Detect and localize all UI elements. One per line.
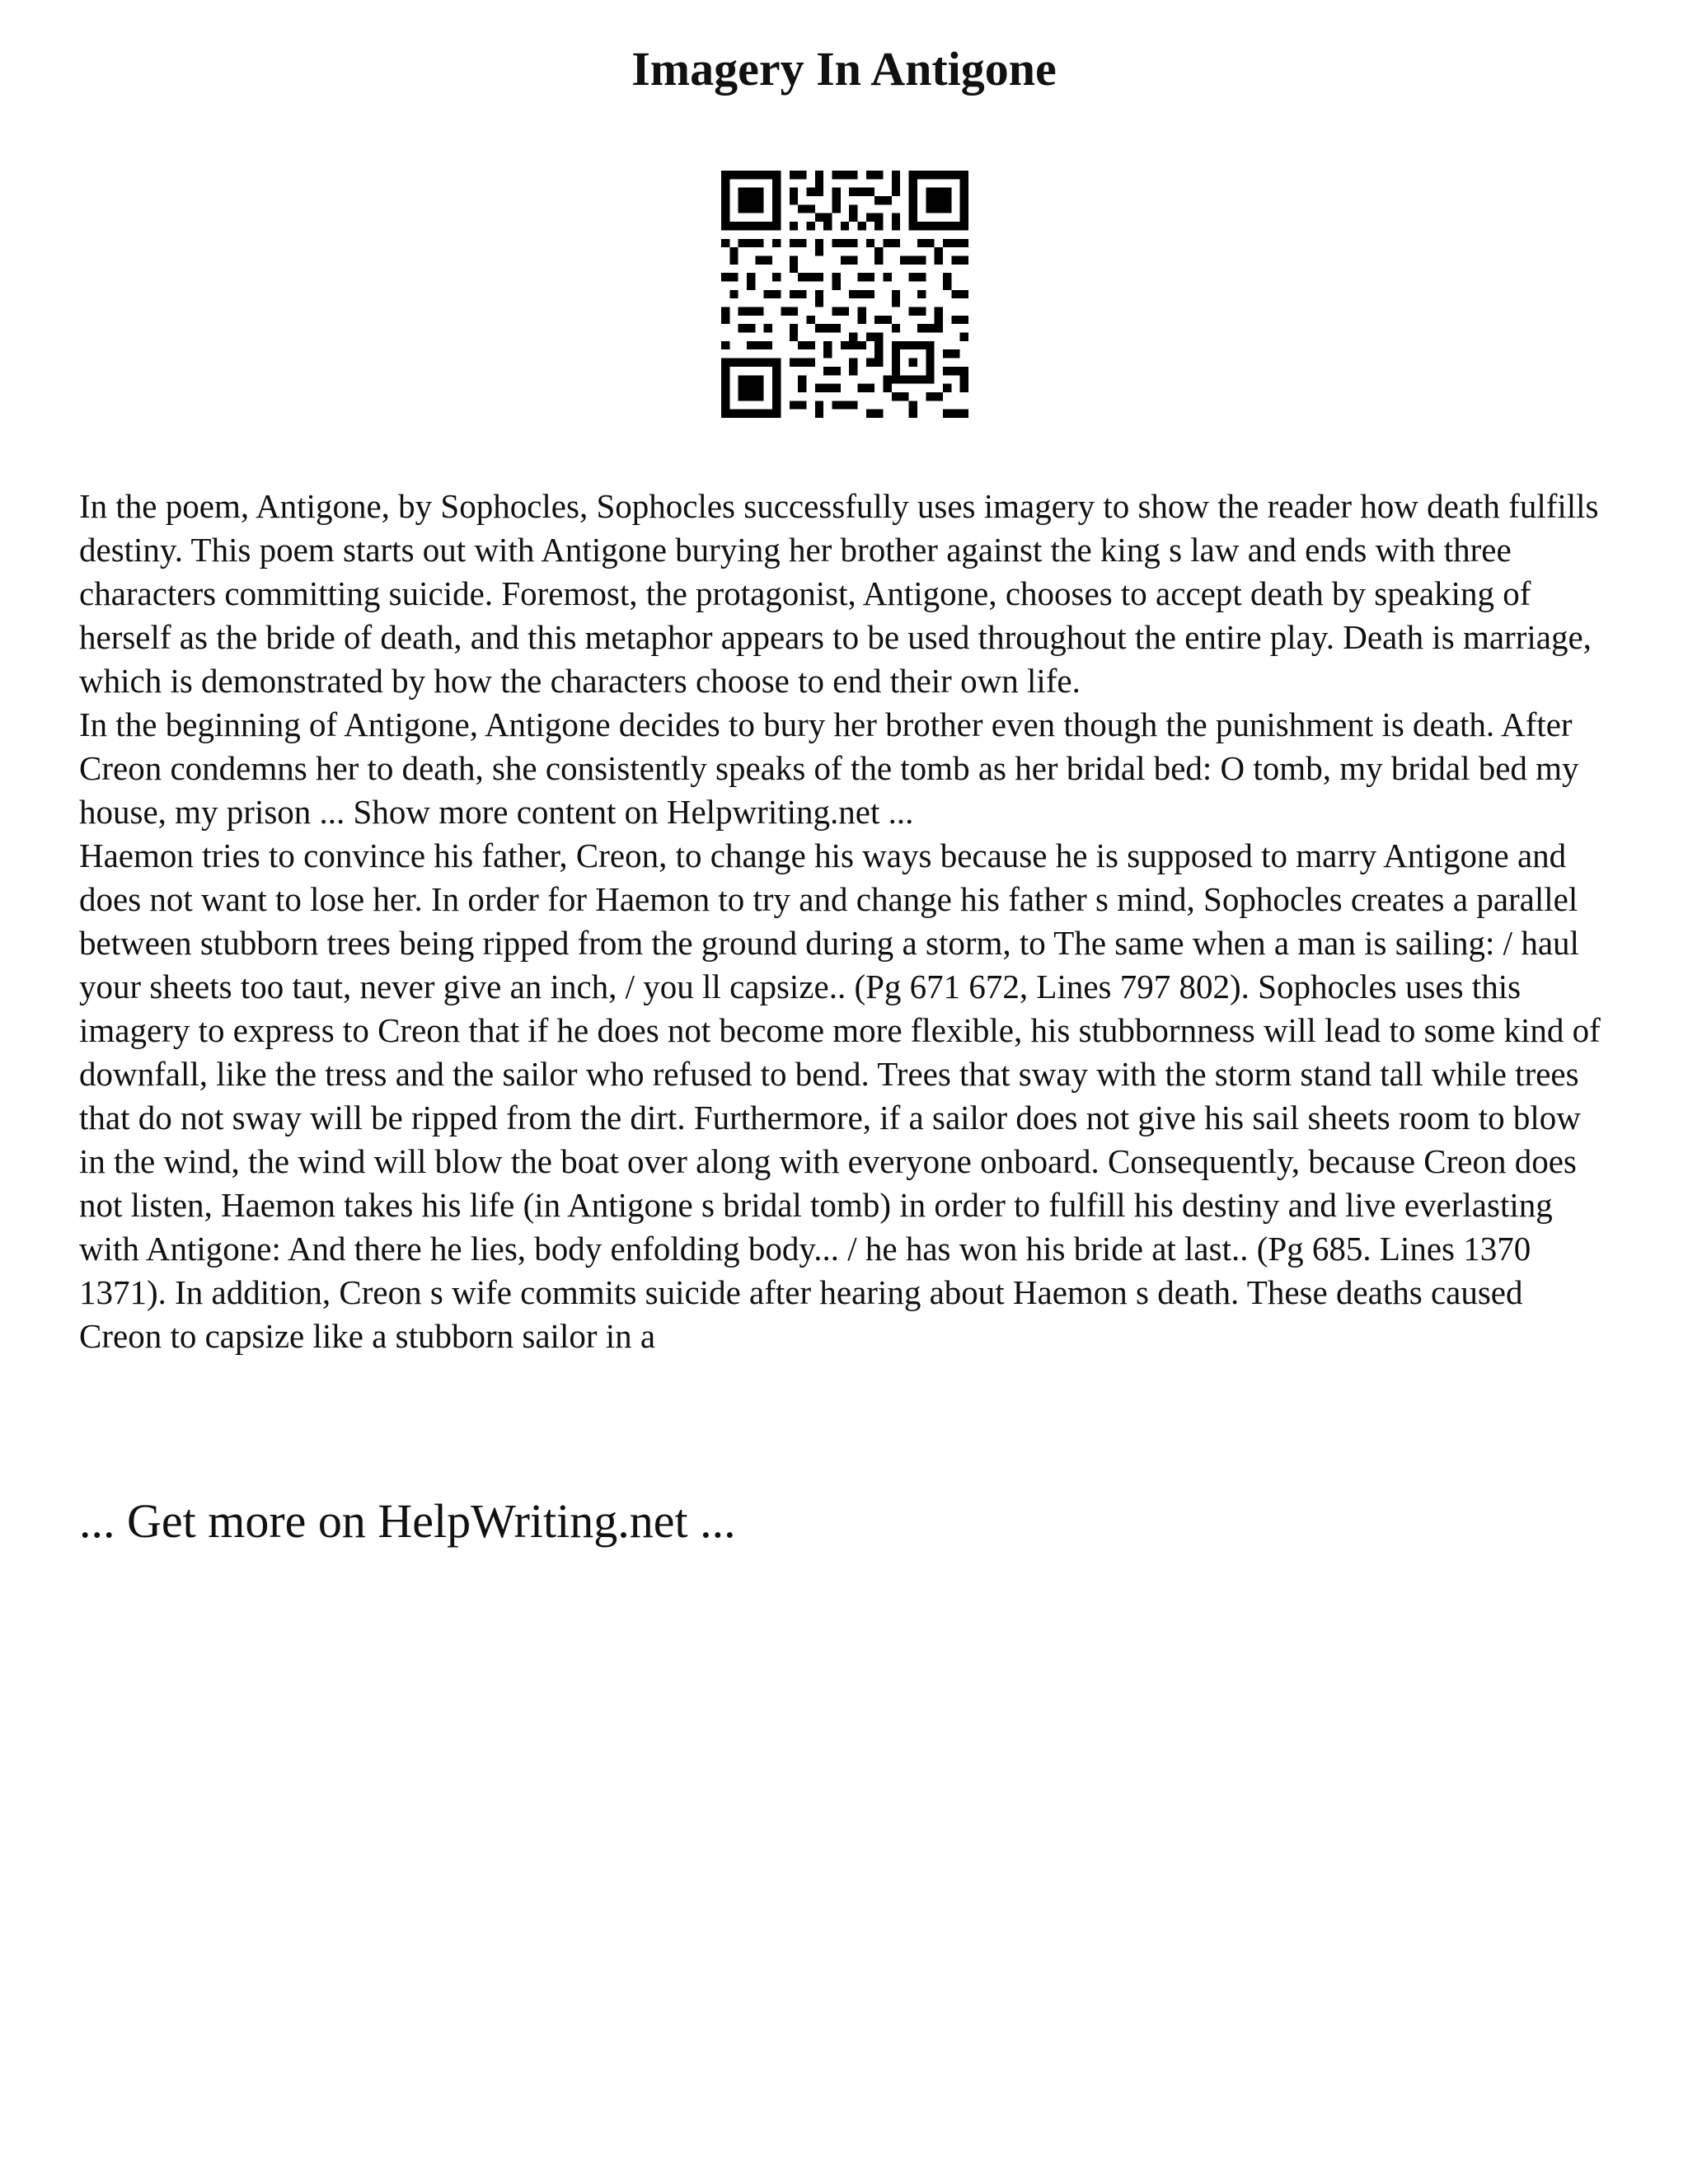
qr-code-icon[interactable]	[721, 171, 968, 418]
essay-body	[79, 485, 1612, 1358]
paragraph-2: In the beginning of Antigone, Antigone decides to bury her brother even though the punishment is death. After Creon condemns her to death, she consistently speaks of the tomb as her bridal bed: O tomb, my bridal bed my house, my prison ... Show more content on Helpwriting.net ...	[79, 705, 1579, 831]
document-title: Imagery In Antigone	[631, 42, 1057, 96]
paragraph-1: In the poem, Antigone, by Sophocles, Sophocles successfully uses imagery to show the reader how death fulfills destiny. This poem starts out with Antigone burying her brother against the king s law and ends with three characters committing suicide. Foremost, the protagonist, Antigone, chooses to accept death by speaking of herself as the bride of death, and this metaphor appears to be used throughout the entire play. Death is marriage, which is demonstrated by how the characters choose to end their own life.	[79, 487, 1599, 700]
paragraph-3: Haemon tries to convince his father, Creon, to change his ways because he is supposed to marry Antigone and does not want to lose her. In order for Haemon to try and change his father s mind, Sophocles creates a parallel between stubborn trees being ripped from the ground during a storm, to The same when a man is sailing: / haul your sheets too taut, never give an inch, / you ll capsize.. (Pg 671 672, Lines 797 802). Sophocles uses this imagery to express to Creon that if he does not become more flexible, his stubbornness will lead to some kind of downfall, like the tress and the sailor who refused to bend. Trees that sway with the storm stand tall while trees that do not sway will be ripped from the dirt. Furthermore, if a sailor does not give his sail sheets room to blow in the wind, the wind will blow the boat over along with everyone onboard. Consequently, because Creon does not listen, Haemon takes his life (in Antigone s bridal tomb) in order to fulfill his destiny and live everlasting with Antigone: And there he lies, body enfolding body... / he has won his bride at last.. (Pg 685. Lines 1370 1371). In addition, Creon s wife commits suicide after hearing about Haemon s death. These deaths caused Creon to capsize like a stubborn sailor in a	[79, 837, 1601, 1355]
get-more-link[interactable]: ... Get more on HelpWriting.net ...	[79, 1494, 736, 1548]
